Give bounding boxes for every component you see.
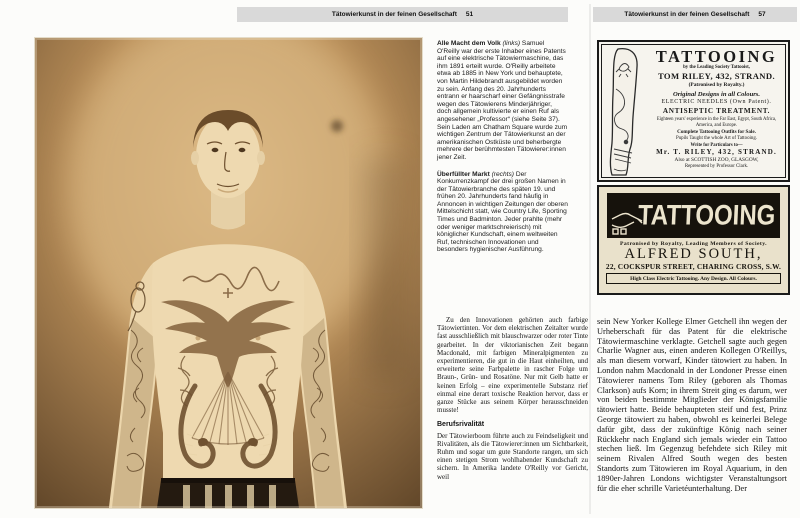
tattooed-man-illustration [35, 38, 422, 508]
tom-riley-advert-inner [601, 44, 786, 178]
advert-outfits: Complete Tattooing Outfits for Sale. [677, 129, 756, 136]
advert-represented: Represented by Professor Clark. [684, 164, 749, 170]
left-body-text [437, 316, 588, 481]
advert-patronised: Patronised by Royalty, Leading Members of Society. [620, 241, 767, 247]
tattooed-arm-icon [602, 45, 648, 179]
advert-subtitle: by the Leading Society Tattooist, [683, 65, 750, 70]
tattooed-man-photo [35, 38, 422, 508]
section-heading: Berufsrivalität [437, 421, 485, 429]
page-gutter [589, 4, 591, 514]
advert-write: Write for Particulars to— [690, 143, 743, 149]
advert-address: 22, COCKSPUR STREET, CHARING CROSS, S.W. [605, 262, 782, 271]
advert-name: ALFRED SOUTH, [624, 246, 763, 262]
alfred-south-banner [607, 193, 780, 238]
page-number: 57 [758, 11, 766, 18]
running-head-left [237, 7, 568, 22]
page-number: 51 [465, 11, 474, 18]
right-body-text [597, 317, 787, 493]
caption-text: Samuel O'Reilly war der erste Inhaber eines Patents auf eine elektrische Tätowiermaschine, das ihm 1891 erteilt wurde. O'Reilly arbeitete etwa ab 1885 in New York und behauptete, von Martin Hildebrandt ausgebildet worden zu sein. Anfang des 20. Jahrhunderts entrann er haarscharf einer Gefängnisstrafe wegen des Tätowierens Minderjähriger, doch allgemein kultivierte er einen Ruf als angesehener „Professor“ (siehe Seite 37). Sein Laden am Chatham Square wurde zum wichtigen Zentrum der Tätowierkunst an der amerikanischen Ostküste und beherbergte mehrere der berühmtesten Tätowierer:innen jener Zeit. [437, 40, 568, 161]
caption-lead: Alle Macht dem Volk [437, 40, 501, 47]
tattooed-arm-illustration [602, 45, 648, 177]
caption-oreilly [437, 40, 568, 162]
caption-ref: (links) [502, 40, 521, 47]
advert-pupils: Pupils Taught the whole Art of Tattooing. [675, 136, 758, 142]
caption-lead: Überfüllter Markt [437, 170, 490, 178]
advert-name: TOM RILEY, 432, STRAND. [657, 71, 776, 81]
tom-riley-advert [597, 40, 790, 182]
running-head-title: Tätowierkunst in der feinen Gesellschaft [331, 11, 457, 18]
caption-column [437, 40, 568, 263]
running-head-right [593, 7, 797, 22]
paragraph: sein New Yorker Kollege Elmer Getchell ihn wegen der Urheberschaft für das Patent für die elektrische Tätowiermaschine verklagte. Getchell sagte auch gegen Charlie Wagner aus, einen anderen Kollegen O'Reillys, als man diesem vorwarf, Kinder tätowiert zu haben. In London nahm Macdonald in der Londoner Presse einen Tätowierer namens Tom Riley (geboren als Thomas Clarkson) aufs Korn; in ihrem Streit ging es darum, wer von beiden bestimmte Mitglieder der Königsfamilie tätowiert hatte. Beide behaupteten steif und fest, Prinz George tätowiert zu haben, obwohl es keinerlei Belege dafür gibt, dass der zukünftige König nach seiner Rückkehr nach England sich jemals wieder ein Tattoo stechen ließ. Im Gegenzug befehdete sich Riley mit seinem Rivalen Alfred South wegen des besten Standorts zum Tätowieren im Royal Aquarium, in den 1890er-Jahren Londons wichtigster Veranstaltungsort für die eher schrille Varietéunterhaltung. Der [597, 317, 787, 493]
advert-antiseptic: ANTISEPTIC TREATMENT. [662, 107, 771, 115]
advert-experience: Eighteen years' experience in the Far East, Egypt, South Africa, America, and Europe. [656, 117, 777, 128]
paragraph: Der Tätowierboom führte auch zu Feindseligkeit und Rivalitäten, als die Tätowierer:innen um Sichtbarkeit, Ruhm und sogar um gute Standorte rangen, um sich einen stetigen Strom wohlhabender Kundschaft zu sichern. In Amerika landete O'Reilly vor Gericht, weil [437, 431, 588, 481]
advert-royalty: (Patronised by Royalty.) [688, 82, 745, 88]
caption-text: Der Konkurrenzkampf der drei großen Namen in der Tätowierbranche des späten 19. und frühen 20. Jahrhunderts fand häufig in Annoncen in wichtigen Zeitungen der oberen Mittelschicht statt, wie Country Life, Sporting Times und Badminton. Jeder prahlte (mehr oder weniger marktschreierisch) mit königlicher Kundschaft, einem weltweiten Ruf, technischen Innovationen und besonders hygienischer Ausführung. [437, 170, 568, 254]
caption-market [437, 171, 568, 255]
paragraph: Zu den Innovationen gehörten auch farbige Tätowiertinten. Vor dem elektrischen Zeitalter wurde fast ausschließlich mit blauschwarzer oder roter Tinte gearbeitet. In der viktorianischen Zeit begann Macdonald, mit farbigen Mineralpigmenten zu experimentieren, die gut in die Haut einheilten, und erweiterte seine Farbpalette in rascher Folge um Braun-, Grün- und Rosatöne. Nur mit Gelb hatte er keinen Erfolg – eine experimentelle Substanz rief einmal eine derart toxische Reaktion hervor, dass er ganze Stücke aus seinem Körper herausschneiden musste! [437, 316, 588, 415]
running-head-title: Tätowierkunst in der feinen Gesellschaft [624, 11, 750, 18]
advert-original-designs: Original Designs in all Colours. [672, 91, 761, 98]
advert-title: TATTOOING [655, 47, 778, 66]
advert-mr-riley: Mr. T. RILEY, 432, STRAND. [656, 148, 777, 157]
alfred-south-advert [597, 185, 790, 295]
advert-also-at: Also at SCOTTISH ZOO, GLASGOW, [674, 157, 759, 164]
tom-riley-advert-text [648, 45, 785, 177]
advert-electric-needles: ELECTRIC NEEDLES (Own Patent). [661, 99, 772, 105]
caption-ref: (rechts) [491, 170, 514, 178]
banner-title: TATTOOING [637, 198, 776, 231]
advert-footer: High Class Electric Tattooing. Any Design. All Colours. [606, 273, 781, 284]
